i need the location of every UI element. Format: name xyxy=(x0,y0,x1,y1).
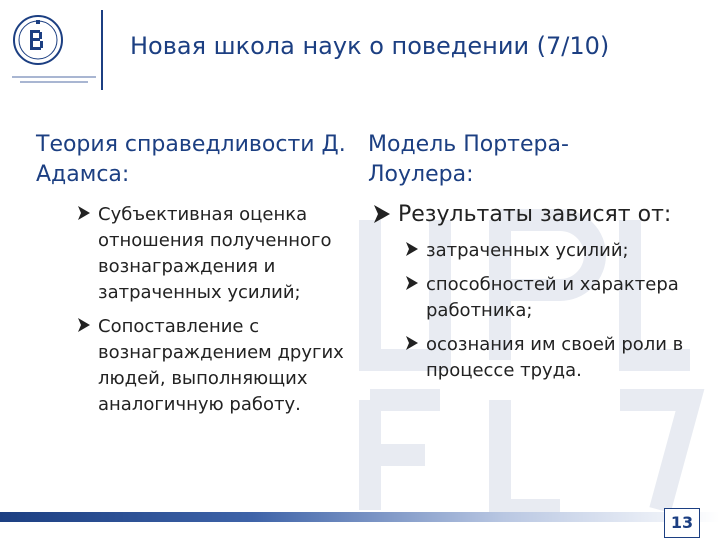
arrow-bullet-icon xyxy=(404,238,420,268)
footer-bar xyxy=(0,512,720,522)
list-item xyxy=(76,314,366,418)
arrow-bullet-icon xyxy=(404,332,420,362)
left-item-text: Субъективная оценка отношения полученного вознаграждения и затраченных усилий; xyxy=(98,204,332,303)
list-item xyxy=(404,272,704,324)
header-divider xyxy=(101,10,103,90)
slide-header xyxy=(0,0,720,100)
right-main-item xyxy=(372,200,720,230)
right-main-text: Результаты зависят от: xyxy=(398,202,672,227)
right-item-text: затраченных усилий; xyxy=(426,240,629,261)
page-number: 13 xyxy=(664,508,700,538)
right-item-text: способностей и характера работника; xyxy=(426,274,679,321)
arrow-bullet-icon xyxy=(404,272,420,302)
left-item-text: Сопоставление с вознаграждением других людей, выполняющих аналогичную работу. xyxy=(98,316,344,415)
arrow-bullet-icon xyxy=(372,200,392,237)
list-item xyxy=(404,238,704,264)
list-item xyxy=(404,332,704,384)
slide-title: Новая школа наук о поведении (7/10) xyxy=(130,32,610,60)
list-item xyxy=(76,202,366,306)
hse-logo-icon xyxy=(10,8,98,92)
arrow-bullet-icon xyxy=(76,314,92,344)
right-heading: Модель Портера-Лоулера: xyxy=(368,132,569,187)
right-item-text: осознания им своей роли в процессе труда. xyxy=(426,334,684,381)
left-bullet-list xyxy=(76,202,366,426)
right-bullet-list xyxy=(404,238,704,392)
arrow-bullet-icon xyxy=(76,202,92,232)
left-heading: Теория справедливости Д. Адамса: xyxy=(36,132,346,187)
